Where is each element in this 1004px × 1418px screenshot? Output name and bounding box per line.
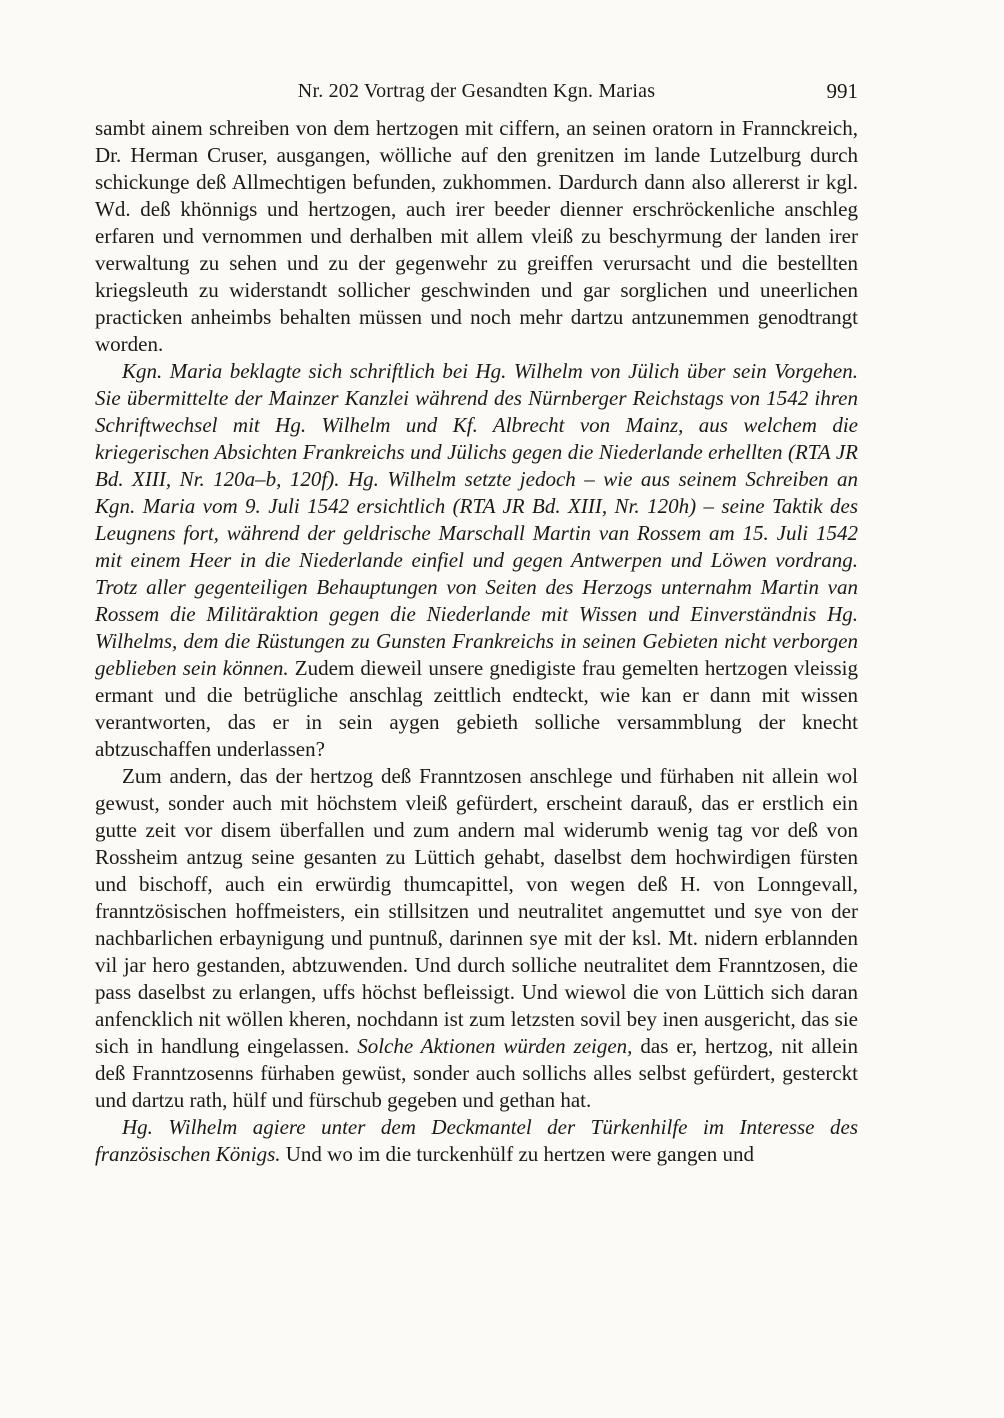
text-run-roman: Und wo im die turckenhülf zu hertzen were gangen und bbox=[280, 1142, 755, 1166]
text-run-italic: Hg. Wilhelm agiere unter dem Deckmantel der Türkenhilfe im Interesse des französischen Königs. bbox=[95, 1115, 858, 1166]
paragraph bbox=[95, 1114, 858, 1168]
text-run-italic: Kgn. Maria beklagte sich schriftlich bei Hg. Wilhelm von Jülich über sein Vorgehen. Sie übermittelte der Mainzer Kanzlei während des Nürnberger Reichstags von 1542 ihren Schriftwechsel mit Hg. Wilhelm und Kf. Albrecht von Mainz, aus welchem die kriegerischen Absichten Frankreichs und Jülichs gegen die Niederlande erhellten (RTA JR Bd. XIII, Nr. 120a–b, 120f). Hg. Wilhelm setzte jedoch – wie aus seinem Schreiben an Kgn. Maria vom 9. Juli 1542 ersichtlich (RTA JR Bd. XIII, Nr. 120h) – seine Taktik des Leugnens fort, während der geldrische Marschall Martin van Rossem am 15. Juli 1542 mit einem Heer in die Niederlande einfiel und gegen Antwerpen und Löwen vordrang. Trotz aller gegenteiligen Behauptungen von Seiten des Herzogs unternahm Martin van Rossem die Militäraktion gegen die Niederlande mit Wissen und Einverständnis Hg. Wilhelms, dem die Rüstungen zu Gunsten Frankreichs in seinen Gebieten nicht verborgen geblieben sein können. bbox=[95, 359, 858, 680]
text-run-roman: sambt ainem schreiben von dem hertzogen mit ciffern, an seinen oratorn in Frannckreich, Dr. Herman Cruser, ausgangen, wölliche auf den grenitzen im lande Lutzelburg durch schickunge deß Allmechtigen befunden, zukhommen. Dardurch dann also allererst ir kgl. Wd. deß khönnigs und hertzogen, auch irer beeder dienner erschröckenliche anschleg erfaren und vernommen und derhalben mit allem vleiß zu beschyrmung der landen irer verwaltung zu sehen und zu der gegenwehr zu greiffen verursacht und die bestellten kriegsleuth zu widerstandt sollicher geschwinden und gar sorglichen und uneerlichen practicken anheimbs behalten müssen und noch mehr dartzu antzunemmen genodtrangt worden. bbox=[95, 116, 858, 356]
paragraph bbox=[95, 115, 858, 358]
text-run-italic: Solche Aktionen würden zeigen, bbox=[357, 1034, 633, 1058]
text-run-roman: Zum andern, das der hertzog deß Franntzosen anschlege und fürhaben nit allein wol gewust, sonder auch mit höchstem vleiß gefürdert, erscheint darauß, das er erstlich ein gutte zeit vor disem überfallen und zum andern mal widerumb wenig tag vor deß von Rossheim antzug seine gesanten zu Lüttich gehabt, daselbst dem hochwirdigen fürsten und bischoff, auch ein erwürdig thumcapittel, von wegen deß H. von Lonngevall, franntzösischen hoffmeisters, ein stillsitzen und neutralitet angemuttet und sye von der nachbarlichen erbaynigung und puntnuß, darinnen sye mit der ksl. Mt. nidern erblannden vil jar hero gestanden, abtzuwenden. Und durch solliche neutralitet dem Franntzosen, die pass daselbst zu erlangen, uffs höchst befleissigt. Und wiewol die von Lüttich sich daran anfencklich nit wöllen kheren, nochdann ist zum letzsten sovil bey inen ausgericht, das sie sich in handlung eingelassen. bbox=[95, 764, 858, 1058]
page-number: 991 bbox=[826, 79, 858, 103]
text-run-roman: Zudem dieweil unsere gnedigiste frau gemelten hertzogen vleissig ermant und die betrügliche anschlag zeittlich endteckt, wie kan er dann mit wissen verantworten, das er in sein aygen gebieth solliche versammblung der knecht abtzuschaffen underlassen? bbox=[95, 656, 858, 761]
page-header bbox=[95, 78, 858, 105]
running-title: Nr. 202 Vortrag der Gesandten Kgn. Marias bbox=[297, 80, 656, 102]
paragraph bbox=[95, 763, 858, 1114]
text-run-roman: das er, hertzog, nit allein deß Franntzosenns fürhaben gewüst, sonder auch sollichs alles selbst gefürdert, gesterckt und dartzu rath, hülf und fürschub gegeben und gethan hat. bbox=[95, 1034, 858, 1112]
text-block bbox=[95, 115, 858, 1168]
paragraph bbox=[95, 358, 858, 763]
